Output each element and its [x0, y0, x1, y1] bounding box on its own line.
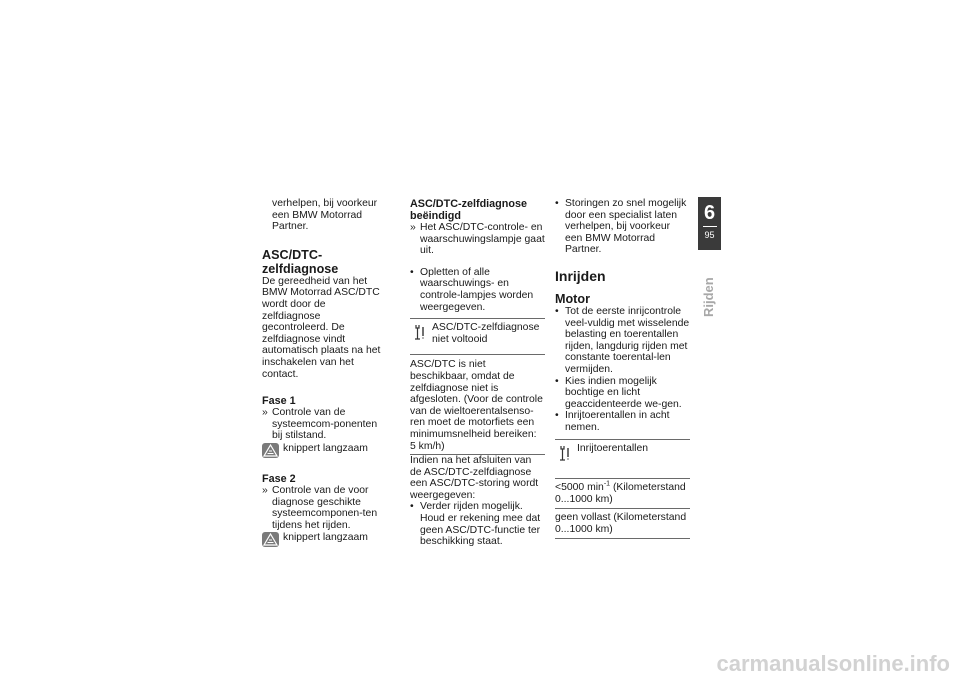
bullet-text: Tot de eerste inrijcontrole veel-vuldig met wisselende belasting en toerentallen rijden, langdurig rijden met constante toerental-len vermijden. — [565, 305, 690, 375]
after-box-text: Indien na het afsluiten van de ASC/DTC-zelfdiagnose een ASC/DTC-storing wordt weergegeven: — [410, 455, 539, 501]
fase1-heading: Fase 1 — [262, 395, 296, 408]
chapter-tab — [698, 197, 721, 250]
warning-triangle-icon — [262, 443, 279, 458]
info-box-zelfdiagnose — [410, 318, 545, 455]
beeindigd-step — [410, 222, 545, 257]
info-box-header — [410, 319, 545, 355]
bullet-mark: • — [410, 501, 414, 513]
fase2-heading: Fase 2 — [262, 472, 296, 485]
watermark: carmanualsonline.info — [716, 651, 950, 676]
bullet-text: Storingen zo snel mogelijk door een specialist laten verhelpen, bij voorkeur een BMW Motorrad Partner. — [565, 198, 687, 256]
toerental-row-2: geen vollast (Kilometerstand 0...1000 km) — [555, 512, 687, 535]
toerental-row-1 — [555, 479, 690, 509]
step-arrow: » — [410, 222, 416, 233]
info-box-inrijtoerentallen — [555, 439, 690, 540]
fase2-warning-text: knippert langzaam — [283, 532, 368, 544]
bullet-item — [410, 501, 545, 547]
bullet-text: Kies indien mogelijk bochtige en licht geaccidenteerde we-gen. — [565, 375, 682, 410]
fase1-warning-row — [262, 443, 382, 458]
fase2-warning-row — [262, 532, 382, 547]
fase1-step-text: Controle van de systeemcom-ponenten bij stilstand. — [272, 407, 378, 442]
info-box-body: ASC/DTC is niet beschikbaar, omdat de zelfdiagnose niet is afgesloten. (Voor de controle van de wieltoerentalsenso-ren moet de motorfiets een minimumsnelheid bereiken: 5 km/h) — [410, 359, 543, 452]
fase1-warning-text: knippert langzaam — [283, 442, 368, 454]
bullet-item — [555, 198, 690, 256]
heading-asc-dtc-zelfdiagnose: ASC/DTC-zelfdiagnose — [262, 247, 339, 276]
tab-divider — [703, 226, 717, 227]
bullet-item — [410, 267, 545, 313]
fase2-step-text: Controle van de voor diagnose geschikte systeemcomponen-ten tijdens het rijden. — [272, 484, 378, 531]
page-number: 95 — [704, 230, 715, 240]
section-heading-inrijden: Inrijden — [555, 267, 606, 284]
fase1-step — [262, 407, 382, 442]
column-left — [262, 198, 382, 547]
bullet-mark: • — [410, 266, 414, 278]
wrench-info-icon — [413, 324, 427, 344]
bullet-mark: • — [555, 410, 559, 422]
info-box-title: ASC/DTC-zelfdiagnose niet voltooid — [432, 322, 540, 345]
subheading-motor: Motor — [555, 291, 590, 306]
bullet-text: Verder rijden mogelijk. Houd er rekening mee dat geen ASC/DTC-functie ter beschikking staat. — [420, 501, 541, 548]
bullet-item — [555, 306, 690, 376]
column-right — [555, 198, 690, 539]
beeindigd-step-text: Het ASC/DTC-controle- en waarschuwingslampje gaat uit. — [420, 222, 545, 257]
bullet-mark: • — [555, 375, 559, 387]
chapter-number: 6 — [703, 202, 716, 224]
bullet-mark: • — [555, 198, 559, 209]
section-label: Rijden — [701, 277, 717, 317]
bullet-mark: • — [555, 305, 559, 317]
row1-note: (Kilometerstand 0...1000 km) — [555, 482, 686, 505]
bullet-text: Inrijtoerentallen in acht nemen. — [565, 410, 670, 433]
bullet-item — [555, 410, 690, 433]
info-box-title: Inrijtoerentallen — [577, 442, 649, 454]
info-box-header — [555, 440, 690, 480]
bullet-item — [555, 376, 690, 411]
zelfdiagnose-paragraph: De gereedheid van het BMW Motorrad ASC/DTC wordt door de zelfdiagnose gecontroleerd. De zelfdiagnose vindt automatisch plaats na het inschakelen van het contact. — [262, 275, 381, 380]
row1-exponent: -1 — [603, 480, 611, 488]
intro-text: verhelpen, bij voorkeur een BMW Motorrad Partner. — [272, 198, 378, 233]
step-arrow: » — [262, 484, 268, 496]
column-middle — [410, 198, 545, 548]
step-arrow: » — [262, 407, 268, 419]
warning-triangle-icon — [262, 532, 279, 547]
bullet-text: Opletten of alle waarschuwings- en controle-lampjes worden weergegeven. — [420, 266, 534, 313]
heading-zelfdiagnose-beeindigd: ASC/DTC-zelfdiagnose beëindigd — [410, 198, 527, 222]
row1-value: <5000 min — [555, 482, 604, 494]
wrench-info-icon — [558, 445, 572, 465]
fase2-step — [262, 485, 382, 531]
